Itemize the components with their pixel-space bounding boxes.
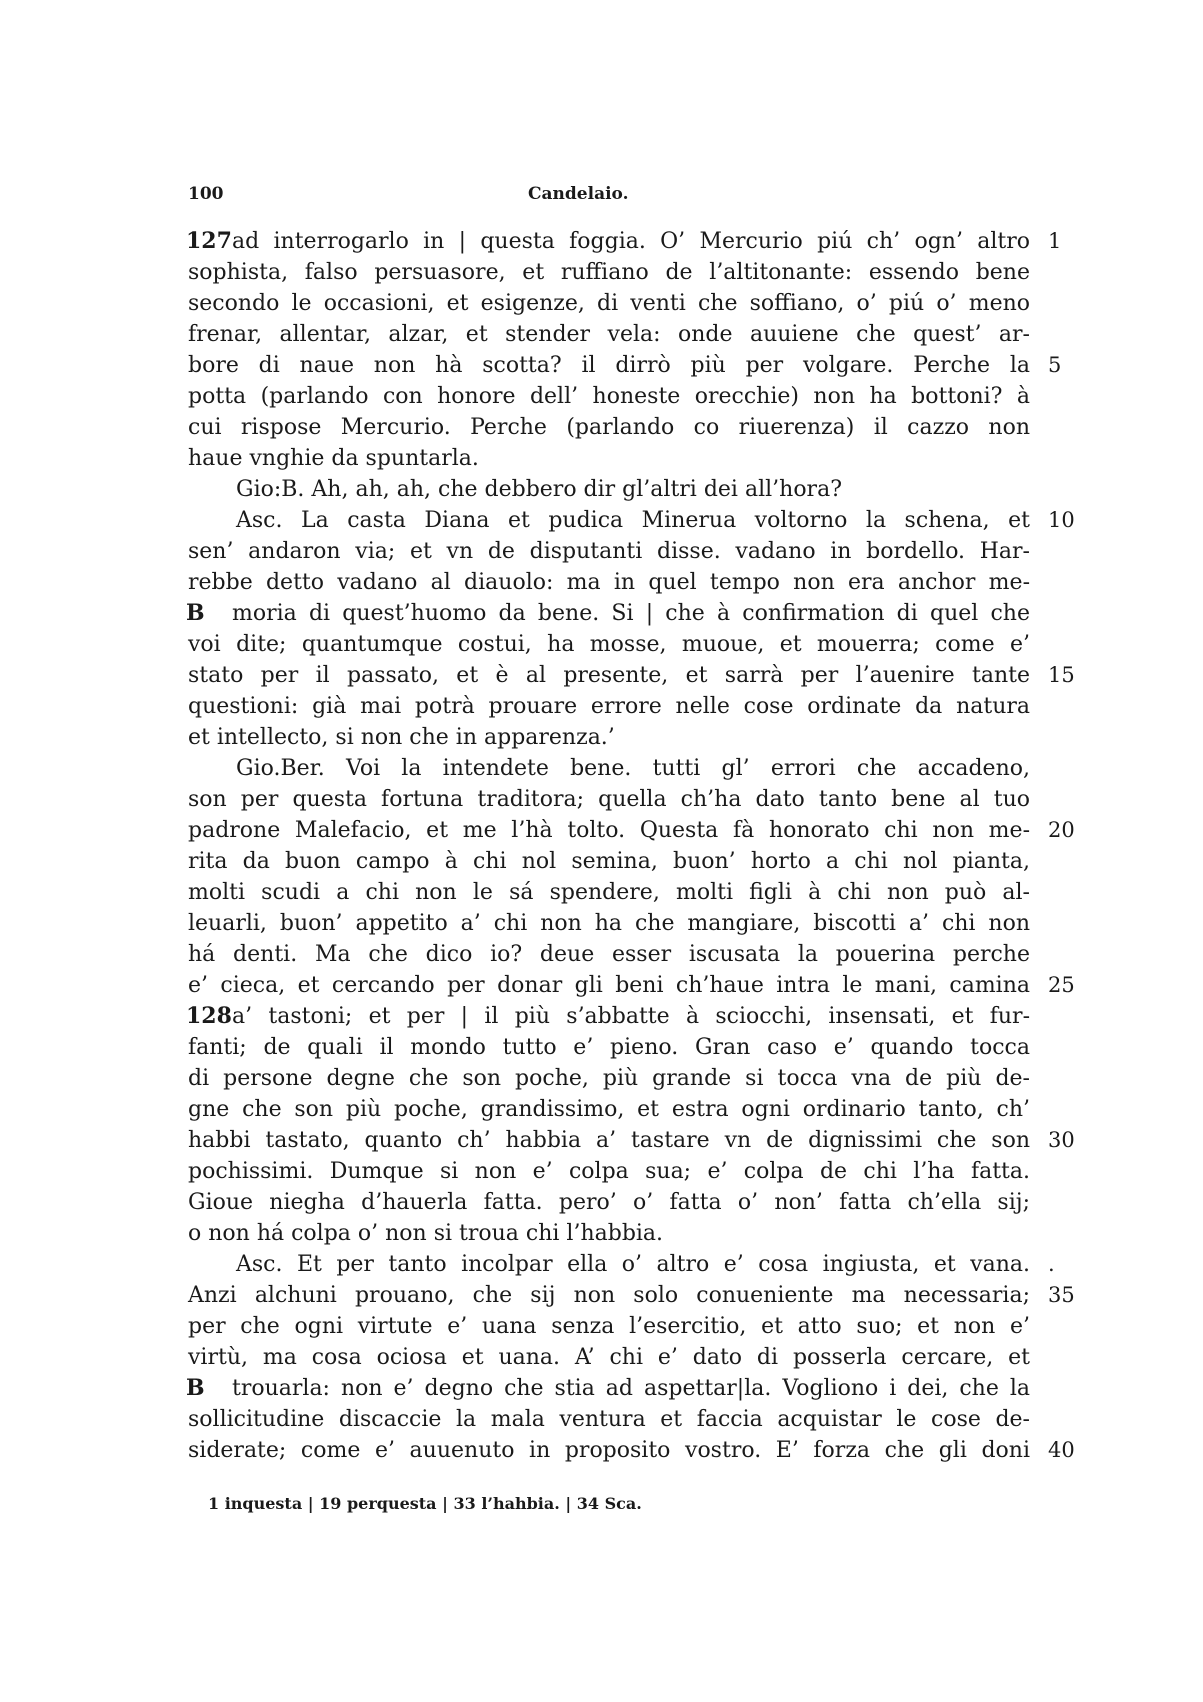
- line-text: Gio:B. Ah, ah, ah, che debbero dir gl’altri dei all’hora?: [236, 477, 842, 502]
- line-text: son per questa fortuna traditora; quella ch’ha dato tanto bene al tuo: [188, 787, 1030, 812]
- line-text: cui rispose Mercurio. Perche (parlando co riuerenza) il cazzo non: [188, 415, 1030, 440]
- line-text: padrone Malefacio, et me l’hà tolto. Questa fà honorato chi non me-: [188, 818, 1030, 843]
- text-line: [188, 350, 1062, 381]
- line-number: 5: [1048, 353, 1062, 377]
- text-line: [188, 939, 1030, 970]
- text-line: [188, 1187, 1030, 1218]
- text-line: [188, 722, 1030, 753]
- text-line: [188, 1032, 1030, 1063]
- text-line: [188, 1280, 1075, 1311]
- text-line: [188, 629, 1030, 660]
- line-text: per che ogni virtute e’ uana senza l’esercitio, et atto suo; et non e’: [188, 1314, 1030, 1339]
- line-text: há denti. Ma che dico io? deue esser iscusata la pouerina perche: [188, 942, 1030, 967]
- text-line: [188, 846, 1030, 877]
- line-text: Gio.Ber. Voi la intendete bene. tutti gl’ errori che accadeno,: [236, 756, 1030, 781]
- running-head: [188, 184, 1030, 208]
- margin-reference: B: [186, 1375, 205, 1401]
- line-text: habbi tastato, quanto ch’ habbia a’ tastare vn de dignissimi che son: [188, 1128, 1030, 1153]
- text-line: [188, 1156, 1030, 1187]
- line-text: voi dite; quantumque costui, ha mosse, muoue, et mouerra; come e’: [188, 632, 1030, 657]
- line-number: 35: [1048, 1283, 1075, 1307]
- line-text: pochissimi. Dumque si non e’ colpa sua; e’ colpa de chi l’ha fatta.: [188, 1159, 1030, 1184]
- text-line: [188, 691, 1030, 722]
- line-text: trouarla: non e’ degno che stia ad aspettar|la. Vogliono i dei, che la: [232, 1376, 1030, 1401]
- line-text: stato per il passato, et è al presente, et sarrà per l’auenire tante: [188, 663, 1030, 688]
- line-number: 1: [1048, 229, 1062, 253]
- line-text: ad interrogarlo in | questa foggia. O’ Mercurio piú ch’ ogn’ altro: [232, 229, 1030, 254]
- line-text: Anzi alchuni prouano, che sij non solo conueniente ma necessaria;: [188, 1283, 1030, 1308]
- text-line: [188, 412, 1030, 443]
- text-line: [188, 660, 1075, 691]
- text-line: [188, 1001, 1030, 1032]
- line-text: molti scudi a chi non le sá spendere, molti figli à chi non può al-: [188, 880, 1030, 905]
- line-text: Gioue niegha d’hauerla fatta. pero’ o’ fatta o’ non’ fatta ch’ella sij;: [188, 1190, 1030, 1215]
- line-text: gne che son più poche, grandissimo, et estra ogni ordinario tanto, ch’: [188, 1097, 1030, 1122]
- text-line: [188, 877, 1030, 908]
- footnotes: 1 inquesta | 19 perquesta | 33 l’hahbia. | 34 Sca.: [208, 1494, 642, 1513]
- line-text: o non há colpa o’ non si troua chi l’habbia.: [188, 1221, 664, 1246]
- text-line: [188, 536, 1030, 567]
- line-number: 20: [1048, 818, 1075, 842]
- line-text: et intellecto, si non che in apparenza.’: [188, 725, 615, 750]
- text-line: [188, 908, 1030, 939]
- text-line: [188, 1125, 1075, 1156]
- text-line: [188, 319, 1030, 350]
- text-line: [188, 288, 1030, 319]
- line-text: rebbe detto vadano al diauolo: ma in quel tempo non era anchor me-: [188, 570, 1030, 595]
- line-number: .: [1048, 1252, 1055, 1276]
- line-text: Asc. La casta Diana et pudica Minerua voltorno la schena, et: [236, 508, 1030, 533]
- line-text: questioni: già mai potrà prouare errore nelle cose ordinate da natura: [188, 694, 1030, 719]
- line-text: sen’ andaron via; et vn de disputanti disse. vadano in bordello. Har-: [188, 539, 1030, 564]
- text-line: [188, 381, 1030, 412]
- line-text: bore di naue non hà scotta? il dirrò più per volgare. Perche la: [188, 353, 1030, 378]
- line-text: potta (parlando con honore dell’ honeste orecchie) non ha bottoni? à: [188, 384, 1030, 409]
- body-text: [186, 226, 1075, 1466]
- line-text: sophista, falso persuasore, et ruffiano de l’altitonante: essendo bene: [188, 260, 1030, 285]
- line-text: a’ tastoni; et per | il più s’abbatte à sciocchi, insensati, et fur-: [232, 1004, 1030, 1029]
- line-number: 10: [1048, 508, 1075, 532]
- margin-reference: 127: [186, 228, 232, 254]
- text-line: [188, 567, 1030, 598]
- text-line: [188, 815, 1075, 846]
- line-number: 25: [1048, 973, 1075, 997]
- text-line: [188, 1404, 1030, 1435]
- text-line: [188, 1342, 1030, 1373]
- text-line: [188, 784, 1030, 815]
- line-text: frenar, allentar, alzar, et stender vela: onde auuiene che quest’ ar-: [188, 322, 1030, 347]
- line-text: secondo le occasioni, et esigenze, di venti che soffiano, o’ piú o’ meno: [188, 291, 1030, 316]
- text-line: [188, 1218, 1030, 1249]
- line-text: Asc. Et per tanto incolpar ella o’ altro e’ cosa ingiusta, et vana.: [236, 1252, 1030, 1277]
- line-text: siderate; come e’ auuenuto in proposito vostro. E’ forza che gli doni: [188, 1438, 1030, 1463]
- text-line: [188, 1311, 1030, 1342]
- line-text: haue vnghie da spuntarla.: [188, 446, 479, 471]
- line-number: 15: [1048, 663, 1075, 687]
- line-text: virtù, ma cosa ociosa et uana. A’ chi e’ dato di posserla cercare, et: [188, 1345, 1030, 1370]
- text-line: [188, 598, 1030, 629]
- line-text: sollicitudine discaccie la mala ventura et faccia acquistar le cose de-: [188, 1407, 1030, 1432]
- text-line: [188, 1063, 1030, 1094]
- text-line: [188, 1094, 1030, 1125]
- line-text: rita da buon campo à chi nol semina, buon’ horto a chi nol pianta,: [188, 849, 1030, 874]
- text-line: [188, 753, 1030, 784]
- text-line: [186, 226, 1062, 257]
- line-text: di persone degne che son poche, più grande si tocca vna de più de-: [188, 1066, 1030, 1091]
- line-text: leuarli, buon’ appetito a’ chi non ha che mangiare, biscotti a’ chi non: [188, 911, 1030, 936]
- text-line: [188, 1249, 1055, 1280]
- line-text: fanti; de quali il mondo tutto e’ pieno. Gran caso e’ quando tocca: [188, 1035, 1030, 1060]
- text-line: [188, 257, 1030, 288]
- margin-reference: B: [186, 600, 205, 626]
- page-number: 100: [188, 184, 224, 204]
- text-line: [188, 443, 1030, 474]
- margin-reference: 128: [186, 1003, 232, 1029]
- running-title: Candelaio.: [528, 184, 629, 204]
- line-number: 40: [1048, 1438, 1075, 1462]
- text-line: [188, 1373, 1030, 1404]
- line-text: moria di quest’huomo da bene. Si | che à confirmation di quel che: [232, 601, 1030, 626]
- text-line: [188, 474, 1030, 505]
- text-line: [188, 970, 1075, 1001]
- line-number: 30: [1048, 1128, 1075, 1152]
- text-line: [188, 505, 1075, 536]
- line-text: e’ cieca, et cercando per donar gli beni ch’haue intra le mani, camina: [188, 973, 1030, 998]
- text-line: [188, 1435, 1075, 1466]
